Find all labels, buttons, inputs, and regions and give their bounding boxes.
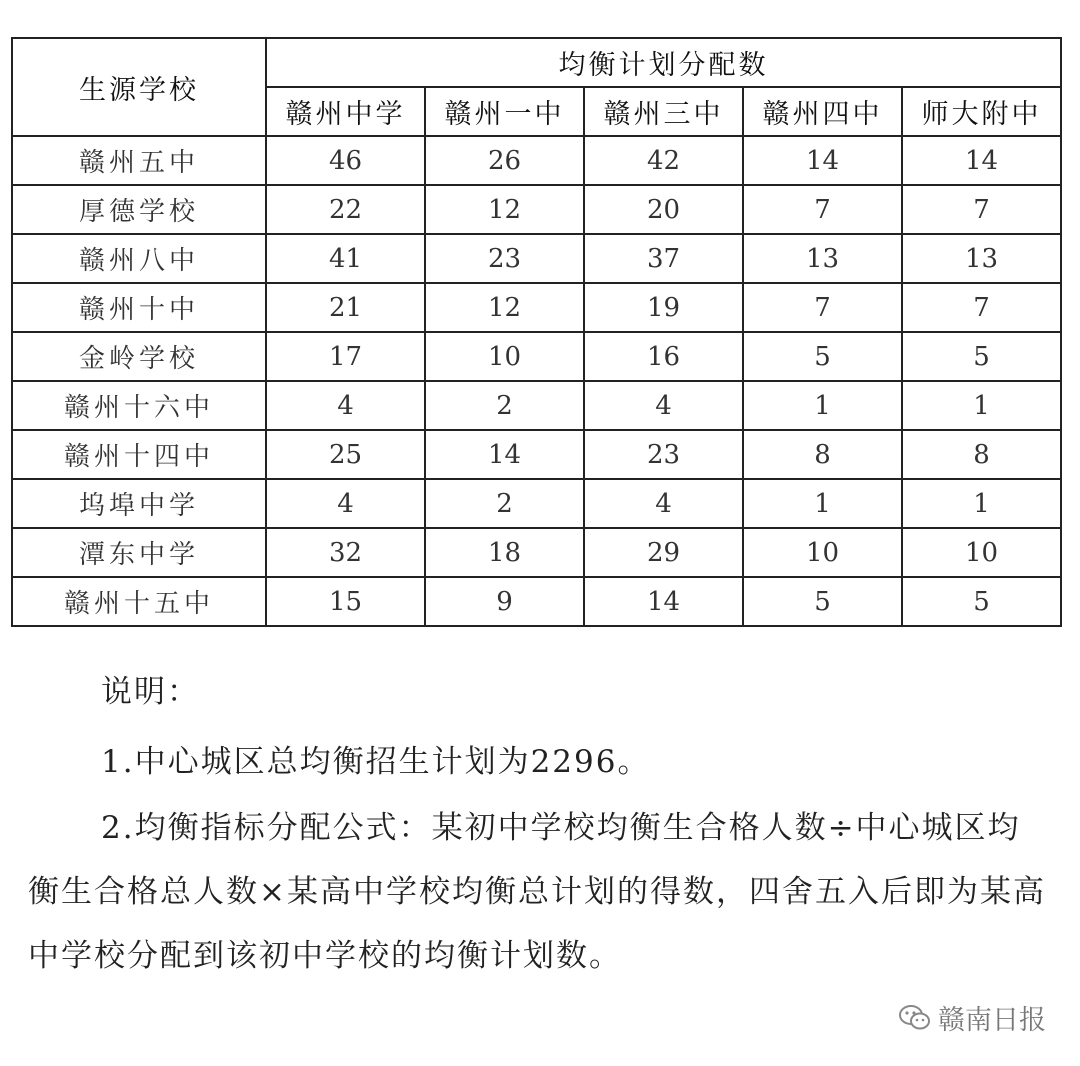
value-cell: 23 bbox=[425, 234, 584, 283]
note-item-1: 1.中心城区总均衡招生计划为2296。 bbox=[101, 744, 651, 780]
value-cell: 19 bbox=[584, 283, 743, 332]
value-cell: 8 bbox=[902, 430, 1061, 479]
value-cell: 37 bbox=[584, 234, 743, 283]
value-cell: 1 bbox=[902, 479, 1061, 528]
table-row bbox=[12, 185, 1061, 234]
school-cell: 赣州十四中 bbox=[12, 430, 266, 479]
school-cell: 厚德学校 bbox=[12, 185, 266, 234]
table-row bbox=[12, 430, 1061, 479]
school-cell: 赣州五中 bbox=[12, 136, 266, 185]
value-cell: 14 bbox=[425, 430, 584, 479]
value-cell: 14 bbox=[743, 136, 902, 185]
value-cell: 5 bbox=[902, 332, 1061, 381]
column-header: 赣州中学 bbox=[266, 87, 425, 136]
value-cell: 7 bbox=[902, 283, 1061, 332]
value-cell: 15 bbox=[266, 577, 425, 626]
school-cell: 潭东中学 bbox=[12, 528, 266, 577]
value-cell: 2 bbox=[425, 381, 584, 430]
watermark-text: 赣南日报 bbox=[938, 1005, 1046, 1036]
school-cell: 金岭学校 bbox=[12, 332, 266, 381]
school-cell: 赣州十五中 bbox=[12, 577, 266, 626]
value-cell: 10 bbox=[902, 528, 1061, 577]
school-cell: 赣州八中 bbox=[12, 234, 266, 283]
value-cell: 5 bbox=[902, 577, 1061, 626]
value-cell: 29 bbox=[584, 528, 743, 577]
value-cell: 1 bbox=[743, 381, 902, 430]
wechat-icon bbox=[898, 1003, 932, 1033]
value-cell: 46 bbox=[266, 136, 425, 185]
source-school-header: 生源学校 bbox=[12, 38, 266, 136]
value-cell: 7 bbox=[902, 185, 1061, 234]
column-header: 赣州三中 bbox=[584, 87, 743, 136]
column-header: 赣州四中 bbox=[743, 87, 902, 136]
group-header: 均衡计划分配数 bbox=[266, 38, 1061, 87]
value-cell: 41 bbox=[266, 234, 425, 283]
value-cell: 5 bbox=[743, 577, 902, 626]
table-row bbox=[12, 577, 1061, 626]
school-cell: 赣州十中 bbox=[12, 283, 266, 332]
header-row-group bbox=[12, 38, 1061, 87]
table-row bbox=[12, 479, 1061, 528]
school-cell: 坞埠中学 bbox=[12, 479, 266, 528]
value-cell: 20 bbox=[584, 185, 743, 234]
table-row bbox=[12, 381, 1061, 430]
value-cell: 5 bbox=[743, 332, 902, 381]
value-cell: 42 bbox=[584, 136, 743, 185]
value-cell: 23 bbox=[584, 430, 743, 479]
value-cell: 32 bbox=[266, 528, 425, 577]
value-cell: 14 bbox=[584, 577, 743, 626]
value-cell: 4 bbox=[266, 381, 425, 430]
value-cell: 8 bbox=[743, 430, 902, 479]
value-cell: 9 bbox=[425, 577, 584, 626]
table-row bbox=[12, 234, 1061, 283]
value-cell: 10 bbox=[743, 528, 902, 577]
value-cell: 13 bbox=[743, 234, 902, 283]
value-cell: 12 bbox=[425, 185, 584, 234]
value-cell: 4 bbox=[584, 381, 743, 430]
notes-title: 说明： bbox=[101, 674, 200, 710]
value-cell: 1 bbox=[743, 479, 902, 528]
value-cell: 14 bbox=[902, 136, 1061, 185]
value-cell: 2 bbox=[425, 479, 584, 528]
value-cell: 22 bbox=[266, 185, 425, 234]
value-cell: 25 bbox=[266, 430, 425, 479]
allocation-table bbox=[11, 37, 1062, 627]
column-header: 赣州一中 bbox=[425, 87, 584, 136]
table-row bbox=[12, 332, 1061, 381]
value-cell: 4 bbox=[266, 479, 425, 528]
watermark bbox=[898, 998, 1046, 1037]
value-cell: 1 bbox=[902, 381, 1061, 430]
value-cell: 10 bbox=[425, 332, 584, 381]
value-cell: 4 bbox=[584, 479, 743, 528]
value-cell: 12 bbox=[425, 283, 584, 332]
column-header: 师大附中 bbox=[902, 87, 1061, 136]
value-cell: 7 bbox=[743, 185, 902, 234]
value-cell: 21 bbox=[266, 283, 425, 332]
table-row bbox=[12, 283, 1061, 332]
notes-section bbox=[28, 664, 1052, 988]
school-cell: 赣州十六中 bbox=[12, 381, 266, 430]
value-cell: 7 bbox=[743, 283, 902, 332]
value-cell: 16 bbox=[584, 332, 743, 381]
value-cell: 26 bbox=[425, 136, 584, 185]
note-item-2: 2.均衡指标分配公式：某初中学校均衡生合格人数÷中心城区均衡生合格总人数×某高中学校均衡总计划的得数，四舍五入后即为某高中学校分配到该初中学校的均衡计划数。 bbox=[28, 810, 1046, 974]
table-row bbox=[12, 136, 1061, 185]
table-row bbox=[12, 528, 1061, 577]
value-cell: 18 bbox=[425, 528, 584, 577]
value-cell: 17 bbox=[266, 332, 425, 381]
value-cell: 13 bbox=[902, 234, 1061, 283]
